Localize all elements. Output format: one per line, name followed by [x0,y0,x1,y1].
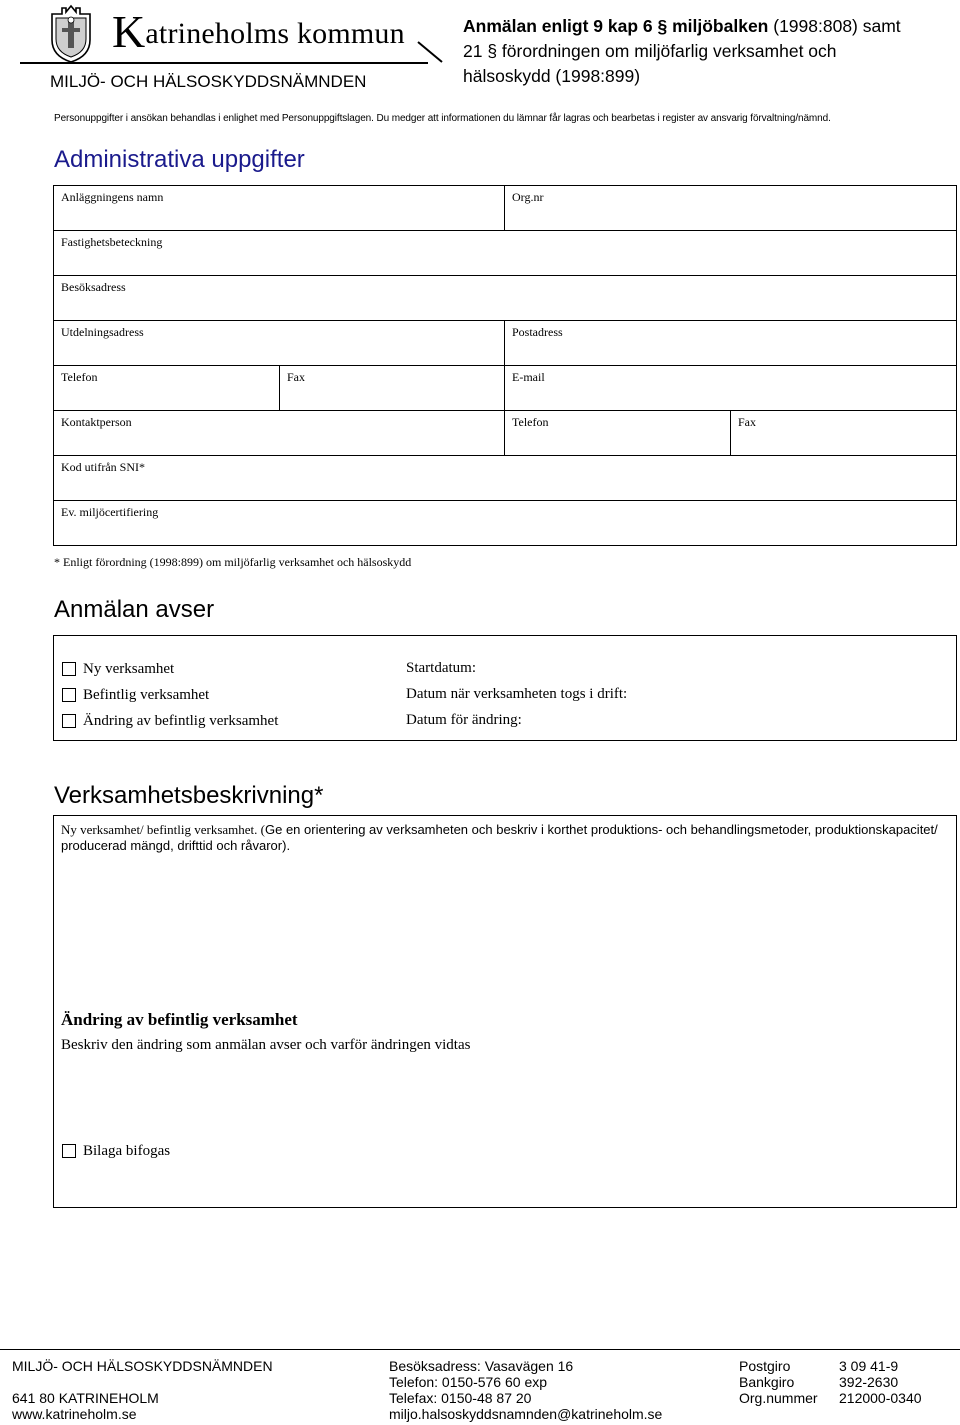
label-org-nr: Org.nr [512,190,544,204]
label-befintlig-verksamhet: Befintlig verksamhet [83,686,210,703]
title-line3: hälsoskydd (1998:899) [463,66,641,86]
footer-postgiro-value: 3 09 41-9 [839,1358,899,1374]
option-andring[interactable] [62,711,278,731]
beskrivning-heading: Verksamhetsbeskrivning* [54,782,324,809]
field-anlaggningens-namn[interactable] [54,186,504,230]
checkbox-befintlig-verksamhet[interactable] [62,688,76,702]
label-datum-andring: Datum för ändring: [406,712,522,728]
footer-visit: Besöksadress: Vasavägen 16 [389,1358,574,1374]
row-sni [54,456,956,501]
label-kontakt-telefon: Telefon [512,415,549,429]
brand-underline [20,62,428,64]
footer-web: www.katrineholm.se [12,1406,137,1422]
field-besoksadress[interactable] [54,276,956,320]
label-telefon: Telefon [61,370,98,384]
field-fax[interactable] [279,366,504,410]
label-datum-drift: Datum när verksamheten togs i drift: [406,686,628,702]
row-fastighet [54,231,956,276]
field-fastighetsbeteckning[interactable] [54,231,956,275]
field-email[interactable] [504,366,956,410]
label-fax: Fax [287,370,305,384]
footer-orgnr-value: 212000-0340 [839,1390,922,1406]
admin-heading: Administrativa uppgifter [54,146,305,173]
field-org-nr[interactable] [504,186,956,230]
row-kontaktperson [54,411,956,456]
footer-org: MILJÖ- OCH HÄLSOSKYDDSNÄMNDEN [12,1358,273,1374]
checkbox-andring[interactable] [62,714,76,728]
beskrivning-intro-sans: Ge en orientering av verksamheten och beskriv i korthet produktions- och behandlingsmetoder, produktionskapacitet/ producerad mängd, drifttid och råvaror). [61,822,938,853]
municipality-crest-logo [48,4,94,64]
row-name-orgnr [54,186,956,231]
gdpr-note: Personuppgifter i ansökan behandlas i enlighet med Personuppgiftslagen. Du medger att informationen du lämnar får lagras och bearbetas i register av ansvarig förvaltning/nämnd. [54,113,831,124]
brand-initial: K [112,6,146,57]
label-miljocertifiering: Ev. miljöcertifiering [61,505,159,519]
option-ny-verksamhet[interactable] [62,659,174,679]
row-besoksadress [54,276,956,321]
brand-name [112,6,405,57]
footer-phone: Telefon: 0150-576 60 exp [389,1374,548,1390]
label-andring: Ändring av befintlig verksamhet [83,712,279,729]
field-sni-kod[interactable] [54,456,956,500]
footer-bankgiro-label: Bankgiro [739,1374,795,1390]
footer-email: miljo.halsoskyddsnamnden@katrineholm.se [389,1406,663,1422]
footer-postgiro-label: Postgiro [739,1358,791,1374]
admin-form-grid [53,185,957,546]
beskrivning-intro-serif: Ny verksamhet/ befintlig verksamhet. ( [61,822,265,837]
label-startdatum: Startdatum: [406,660,476,676]
footer-postal: 641 80 KATRINEHOLM [12,1390,159,1406]
footer-divider [0,1349,960,1350]
label-sni-kod: Kod utifrån SNI* [61,460,145,474]
title-bold: Anmälan enligt 9 kap 6 § miljöbalken [463,16,769,36]
document-title [463,14,933,89]
header-org-name: MILJÖ- OCH HÄLSOSKYDDSNÄMNDEN [50,72,367,91]
footer-orgnr-label: Org.nummer [739,1390,818,1406]
label-kontaktperson: Kontaktperson [61,415,132,429]
label-besoksadress: Besöksadress [61,280,126,294]
row-adresser [54,321,956,366]
sni-footnote: * Enligt förordning (1998:899) om miljöfarlig verksamhet och hälsoskydd [54,555,412,569]
field-kontaktperson[interactable] [54,411,504,455]
label-ny-verksamhet: Ny verksamhet [83,660,175,677]
option-bilaga[interactable] [62,1141,170,1161]
footer-labels-block [739,1358,818,1406]
andring-heading: Ändring av befintlig verksamhet [61,1010,298,1029]
row-kontaktuppgifter [54,366,956,411]
footer-contact-block [389,1358,662,1422]
field-kontakt-telefon[interactable] [504,411,730,455]
footer-bankgiro-value: 392-2630 [839,1374,899,1390]
footer-values-block [839,1358,922,1406]
label-email: E-mail [512,370,545,384]
checkbox-ny-verksamhet[interactable] [62,662,76,676]
field-miljocertifiering[interactable] [54,501,956,545]
label-utdelningsadress: Utdelningsadress [61,325,144,339]
label-bilaga: Bilaga bifogas [83,1142,171,1159]
label-kontakt-fax: Fax [738,415,756,429]
row-miljocertifiering [54,501,956,546]
title-line2: 21 § förordningen om miljöfarlig verksamhet och [463,41,837,61]
footer-telefax: Telefax: 0150-48 87 20 [389,1390,532,1406]
brand-rest: atrineholms kommun [145,17,405,50]
andring-text: Beskriv den ändring som anmälan avser och varför ändringen vidtas [61,1037,471,1053]
beskrivning-intro [61,822,941,854]
field-utdelningsadress[interactable] [54,321,504,365]
label-fastighetsbeteckning: Fastighetsbeteckning [61,235,163,249]
label-postadress: Postadress [512,325,563,339]
field-postadress[interactable] [504,321,956,365]
brand-underline-hook [416,40,444,64]
field-kontakt-fax[interactable] [730,411,956,455]
label-anlaggningens-namn: Anläggningens namn [61,190,164,204]
checkbox-bilaga[interactable] [62,1144,76,1158]
footer-spacer [12,1374,273,1390]
anmalan-heading: Anmälan avser [54,596,215,623]
option-befintlig-verksamhet[interactable] [62,685,209,705]
footer-org-block [12,1358,273,1422]
field-telefon[interactable] [54,366,279,410]
title-line1-rest: (1998:808) samt [768,16,901,36]
